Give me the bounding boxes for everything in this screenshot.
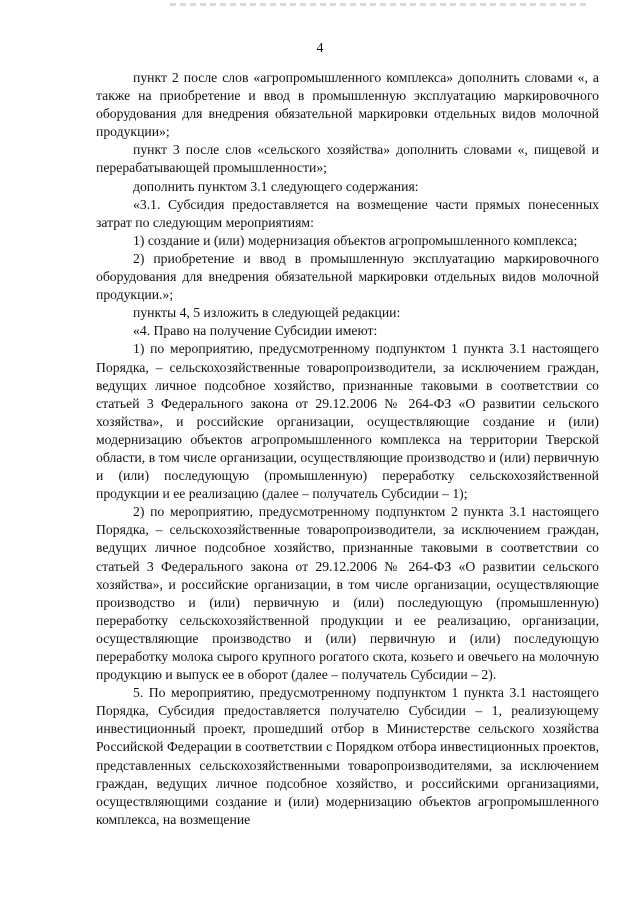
- paragraph-3: дополнить пунктом 3.1 следующего содержания:: [133, 178, 419, 194]
- paragraph-2: пункт 3 после слов «сельского хозяйства» дополнить словами «, пищевой и перерабатывающей промышленности»;: [96, 142, 599, 176]
- page-number: 4: [316, 41, 324, 56]
- scan-artifact-top: [170, 3, 590, 6]
- paragraph-4: «3.1. Субсидия предоставляется на возмещение части прямых понесенных затрат по следующим мероприятиям:: [96, 196, 599, 230]
- paragraph-11: 5. По мероприятию, предусмотренному подпунктом 1 пункта 3.1 настоящего Порядка, Субсидия предоставляется получателю Субсидии – 1, реализующему инвестиционный проект, прошедший отбор в Министерстве сельского хозяйства Российской Федерации в соответствии с Порядком отбора инвестиционных проектов, представленных сельскохозяйственными товаропроизводителями, за исключением граждан, ведущих личное подсобное хозяйство, и российскими организациями, осуществляющими создание и (или) модернизацию объектов агропромышленного комплекса, на возмещение: [96, 685, 599, 827]
- paragraph-7: пункты 4, 5 изложить в следующей редакции:: [133, 305, 401, 321]
- paragraph-5: 1) создание и (или) модернизация объектов агропромышленного комплекса;: [133, 232, 578, 248]
- document-body: [96, 69, 599, 829]
- paragraph-10: 2) по мероприятию, предусмотренному подпунктом 2 пункта 3.1 настоящего Порядка, – сельскохозяйственные товаропроизводители, за исключением граждан, ведущих личное подсобное хозяйство, признанные таковыми в соответствии со статьей 3 Федерального закона от 29.12.2006 № 264-ФЗ «О развитии сельского хозяйства», и российские организации, в том числе организации, осуществляющие производство и (или) первичную и (или) последующую (промышленную) переработку сельскохозяйственной продукции и ее реализацию, организации, осуществляющие производство и (или) первичную и (или) последующую переработку молока сырого крупного рогатого скота, козьего и овечьего на молочную продукцию и выпуск ее в оборот (далее – получатель Субсидии – 2).: [96, 504, 599, 683]
- paragraph-1: пункт 2 после слов «агропромышленного комплекса» дополнить словами «, а также на приобретение и ввод в промышленную эксплуатацию маркировочного оборудования для внедрения обязательной маркировки отдельных видов молочной продукции»;: [96, 70, 599, 140]
- paragraph-9: 1) по мероприятию, предусмотренному подпунктом 1 пункта 3.1 настоящего Порядка, – сельскохозяйственные товаропроизводители, за исключением граждан, ведущих личное подсобное хозяйство, признанные таковыми в соответствии со статьей 3 Федерального закона от 29.12.2006 № 264-ФЗ «О развитии сельского хозяйства», и российские организации, осуществляющие создание и (или) модернизацию объектов агропромышленного комплекса на территории Тверской области, в том числе организации, осуществляющие производство и (или) первичную и (или) последующую (промышленную) переработку сельскохозяйственной продукции и ее реализацию (далее – получатель Субсидии – 1);: [96, 341, 599, 502]
- paragraph-6: 2) приобретение и ввод в промышленную эксплуатацию маркировочного оборудования для внедрения обязательной маркировки отдельных видов молочной продукции.»;: [96, 250, 599, 303]
- paragraph-8: «4. Право на получение Субсидии имеют:: [133, 323, 378, 339]
